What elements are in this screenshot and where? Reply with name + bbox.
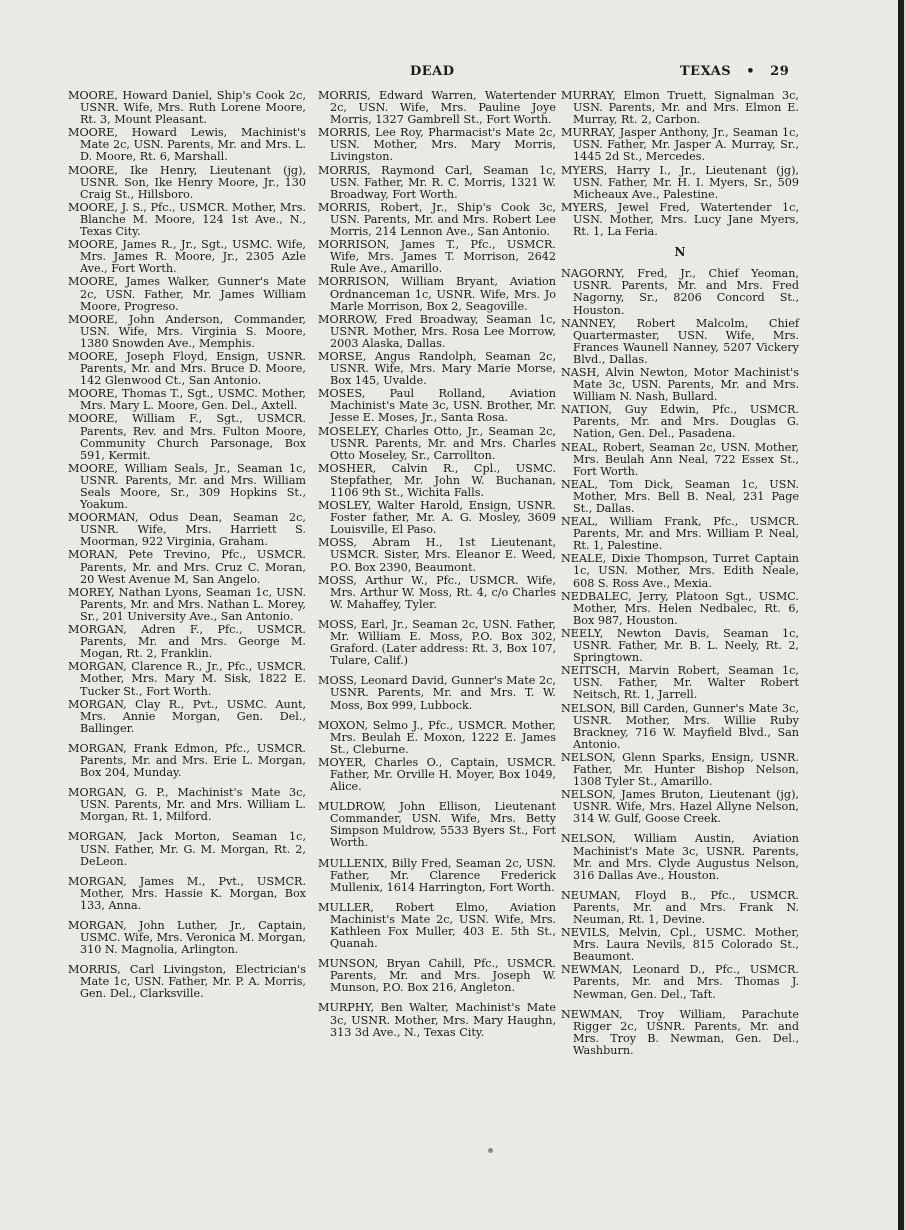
casualty-entry: NAGORNY, Fred, Jr., Chief Yeoman, USNR. Parents, Mr. and Mrs. Fred Nagorny, Sr., 8206 Concord St., Houston. [561, 267, 799, 317]
column-3-entries-n [561, 268, 799, 1057]
speck-mark [488, 1148, 493, 1153]
casualty-entry: NATION, Guy Edwin, Pfc., USMCR. Parents, Mr. and Mrs. Douglas G. Nation, Gen. Del., Pasadena. [561, 403, 799, 441]
casualty-entry: MORAN, Pete Trevino, Pfc., USMCR. Parents, Mr. and Mrs. Cruz C. Moran, 20 West Avenue M, San Angelo. [68, 548, 306, 586]
state-page-label [680, 64, 789, 79]
casualty-entry: NELSON, Glenn Sparks, Ensign, USNR. Father, Mr. Hunter Bishop Nelson, 1308 Tyler St., Amarillo. [561, 750, 799, 789]
casualty-entry: MOORE, James Walker, Gunner's Mate 2c, USN. Father, Mr. James William Moore, Progreso. [68, 275, 306, 313]
casualty-entry: MOREY, Nathan Lyons, Seaman 1c, USN. Parents, Mr. and Mrs. Nathan L. Morey, Sr., 201 University Ave., San Antonio. [68, 585, 306, 623]
casualty-entry: MURRAY, Jasper Anthony, Jr., Seaman 1c, USN. Father, Mr. Jasper A. Murray, Sr., 1445 2d St., Mercedes. [561, 126, 799, 164]
column-3 [561, 90, 799, 1058]
casualty-entry: MOSS, Earl, Jr., Seaman 2c, USN. Father, Mr. William E. Moss, P.O. Box 302, Graford. (Later address: Rt. 3, Box 107, Tulare, Calif.) [318, 617, 556, 668]
casualty-entry: NEUMAN, Floyd B., Pfc., USMCR. Parents, Mr. and Mrs. Frank N. Neuman, Rt. 1, Devine. [561, 888, 799, 926]
casualty-entry: MOSS, Abram H., 1st Lieutenant, USMCR. Sister, Mrs. Eleanor E. Weed, P.O. Box 2390, Beaumont. [318, 536, 556, 574]
casualty-entry: MORRISON, William Bryant, Aviation Ordnanceman 1c, USNR. Wife, Mrs. Jo Marle Morrison, Box 2, Seagoville. [318, 275, 556, 313]
casualty-entry: NEAL, William Frank, Pfc., USMCR. Parents, Mr. and Mrs. William P. Neal, Rt. 1, Palestine. [561, 515, 799, 553]
section-letter-n: N [674, 245, 686, 260]
casualty-entry: MOYER, Charles O., Captain, USMCR. Father, Mr. Orville H. Moyer, Box 1049, Alice. [318, 755, 556, 794]
casualty-entry: NELSON, Bill Carden, Gunner's Mate 3c, USNR. Mother, Mrs. Willie Ruby Brackney, 716 W. Mayfield Blvd., San Antonio. [561, 701, 799, 751]
casualty-entry: MORGAN, John Luther, Jr., Captain, USMC. Wife, Mrs. Veronica M. Morgan, 310 N. Magnolia, Arlington. [68, 919, 306, 957]
casualty-entry: NEDBALEC, Jerry, Platoon Sgt., USMC. Mother, Mrs. Helen Nedbalec, Rt. 6, Box 987, Houston. [561, 589, 799, 627]
casualty-entry: NEWMAN, Troy William, Parachute Rigger 2c, USNR. Parents, Mr. and Mrs. Troy B. Newman, Gen. Del., Washburn. [561, 1007, 799, 1057]
casualty-entry: MOORE, William Seals, Jr., Seaman 1c, USNR. Parents, Mr. and Mrs. William Seals Moore, Sr., 309 Hopkins St., Yoakum. [68, 461, 306, 512]
state-name: TEXAS [680, 64, 732, 79]
casualty-entry: MYERS, Jewel Fred, Watertender 1c, USN. Mother, Mrs. Lucy Jane Myers, Rt. 1, La Feria. [561, 200, 799, 239]
page-header [0, 62, 898, 82]
casualty-entry: NEITSCH, Marvin Robert, Seaman 1c, USN. Father, Mr. Walter Robert Neitsch, Rt. 1, Jarrell. [561, 664, 799, 702]
casualty-entry: MOORE, Howard Daniel, Ship's Cook 2c, USNR. Wife, Mrs. Ruth Lorene Moore, Rt. 3, Mount Pleasant. [68, 89, 306, 127]
casualty-entry: MOORE, William F., Sgt., USMCR. Parents, Rev. and Mrs. Fulton Moore, Community Church Parsonage, Box 591, Kermit. [68, 412, 306, 462]
casualty-entry: MOORE, Joseph Floyd, Ensign, USNR. Parents, Mr. and Mrs. Bruce D. Moore, 142 Glenwood Ct., San Antonio. [68, 349, 306, 388]
casualty-entry: MORRISON, James T., Pfc., USMCR. Wife, Mrs. James T. Morrison, 2642 Rule Ave., Amarillo. [318, 238, 556, 276]
casualty-entry: NASH, Alvin Newton, Motor Machinist's Mate 3c, USN. Parents, Mr. and Mrs. William N. Nash, Bullard. [561, 365, 799, 404]
section-title: DEAD [410, 64, 455, 79]
casualty-entry: NEALE, Dixie Thompson, Turret Captain 1c, USN. Mother, Mrs. Edith Neale, 608 S. Ross Ave., Mexia. [561, 552, 799, 590]
column-2 [318, 90, 556, 1040]
casualty-entry: MULDROW, John Ellison, Lieutenant Commander, USN. Wife, Mrs. Betty Simpson Muldrow, 5533 Byers St., Fort Worth. [318, 800, 556, 850]
casualty-entry: MORGAN, Frank Edmon, Pfc., USMCR. Parents, Mr. and Mrs. Erie L. Morgan, Box 204, Munday. [68, 741, 306, 780]
casualty-entry: NELSON, William Austin, Aviation Machinist's Mate 3c, USNR. Parents, Mr. and Mrs. Clyde Augustus Nelson, 316 Dallas Ave., Houston. [561, 832, 799, 882]
casualty-entry: MORRIS, Robert, Jr., Ship's Cook 3c, USN. Parents, Mr. and Mrs. Robert Lee Morris, 214 Lennon Ave., San Antonio. [318, 200, 556, 239]
casualty-entry: NANNEY, Robert Malcolm, Chief Quartermaster, USN. Wife, Mrs. Frances Waunell Nanney, 5207 Vickery Blvd., Dallas. [561, 316, 799, 366]
casualty-entry: MORSE, Angus Randolph, Seaman 2c, USNR. Wife, Mrs. Mary Marie Morse, Box 145, Uvalde. [318, 349, 556, 388]
casualty-entry: NEAL, Robert, Seaman 2c, USN. Mother, Mrs. Beulah Ann Neal, 722 Essex St., Fort Worth. [561, 440, 799, 478]
casualty-entry: NEAL, Tom Dick, Seaman 1c, USN. Mother, Mrs. Bell B. Neal, 231 Page St., Dallas. [561, 477, 799, 515]
casualty-entry: MORRIS, Raymond Carl, Seaman 1c, USN. Father, Mr. R. C. Morris, 1321 W. Broadway, Fort Worth. [318, 163, 556, 201]
casualty-entry: MOORE, Ike Henry, Lieutenant (jg), USNR. Son, Ike Henry Moore, Jr., 130 Craig St., Hillsboro. [68, 163, 306, 201]
casualty-entry: MOSS, Arthur W., Pfc., USMCR. Wife, Mrs. Arthur W. Moss, Rt. 4, c/o Charles W. Mahaffey, Tyler. [318, 573, 556, 611]
casualty-entry: MOSHER, Calvin R., Cpl., USMC. Stepfather, Mr. John W. Buchanan, 1106 9th St., Wichita Falls. [318, 461, 556, 499]
casualty-entry: MORGAN, James M., Pvt., USMCR. Mother, Mrs. Hassie K. Morgan, Box 133, Anna. [68, 874, 306, 912]
casualty-entry: MULLER, Robert Elmo, Aviation Machinist's Mate 2c, USN. Wife, Mrs. Kathleen Fox Muller, 403 E. 5th St., Quanah. [318, 900, 556, 951]
casualty-entry: MOSES, Paul Rolland, Aviation Machinist's Mate 3c, USN. Brother, Mr. Jesse E. Moses, Jr., Santa Rosa. [318, 387, 556, 425]
casualty-entry: MULLENIX, Billy Fred, Seaman 2c, USN. Father, Mr. Clarence Frederick Mullenix, 1614 Harrington, Fort Worth. [318, 856, 556, 894]
casualty-entry: MOSLEY, Walter Harold, Ensign, USNR. Foster father, Mr. A. G. Mosley, 3609 Louisville, El Paso. [318, 499, 556, 537]
casualty-entry: MOORE, Thomas T., Sgt., USMC. Mother, Mrs. Mary L. Moore, Gen. Del., Axtell. [68, 387, 306, 413]
casualty-entry: NEWMAN, Leonard D., Pfc., USMCR. Parents, Mr. and Mrs. Thomas J. Newman, Gen. Del., Taft. [561, 963, 799, 1001]
casualty-entry: MOORMAN, Odus Dean, Seaman 2c, USNR. Wife, Mrs. Harriett S. Moorman, 922 Virginia, Graham. [68, 511, 306, 549]
column-3-entries-m [561, 90, 799, 238]
casualty-entry: MOORE, J. S., Pfc., USMCR. Mother, Mrs. Blanche M. Moore, 124 1st Ave., N., Texas City. [68, 200, 306, 239]
column-1 [68, 90, 306, 1002]
casualty-entry: MORRIS, Edward Warren, Watertender 2c, USN. Wife, Mrs. Pauline Joye Morris, 1327 Gambrell St., Fort Worth. [318, 89, 556, 127]
casualty-entry: MORGAN, Clay R., Pvt., USMC. Aunt, Mrs. Annie Morgan, Gen. Del., Ballinger. [68, 697, 306, 735]
casualty-entry: MUNSON, Bryan Cahill, Pfc., USMCR. Parents, Mr. and Mrs. Joseph W. Munson, P.O. Box 216, Angleton. [318, 957, 556, 995]
casualty-entry: NEVILS, Melvin, Cpl., USMC. Mother, Mrs. Laura Nevils, 815 Colorado St., Beaumont. [561, 926, 799, 964]
casualty-entry: NELSON, James Bruton, Lieutenant (jg), USNR. Wife, Mrs. Hazel Allyne Nelson, 314 W. Gulf, Goose Creek. [561, 788, 799, 826]
casualty-entry: MOXON, Selmo J., Pfc., USMCR. Mother, Mrs. Beulah E. Moxon, 1222 E. James St., Cleburne. [318, 718, 556, 756]
casualty-entry: MORGAN, G. P., Machinist's Mate 3c, USN. Parents, Mr. and Mrs. William L. Morgan, Rt. 1, Milford. [68, 786, 306, 824]
casualty-entry: MOORE, Howard Lewis, Machinist's Mate 2c, USN. Parents, Mr. and Mrs. L. D. Moore, Rt. 6, Marshall. [68, 126, 306, 164]
casualty-entry: MORRIS, Carl Livingston, Electrician's Mate 1c, USN. Father, Mr. P. A. Morris, Gen. Del., Clarksville. [68, 963, 306, 1001]
casualty-entry: NEELY, Newton Davis, Seaman 1c, USNR. Father, Mr. B. L. Neely, Rt. 2, Springtown. [561, 626, 799, 665]
casualty-entry: MORROW, Fred Broadway, Seaman 1c, USNR. Mother, Mrs. Rosa Lee Morrow, 2003 Alaska, Dallas. [318, 312, 556, 350]
casualty-entry: MOORE, John Anderson, Commander, USN. Wife, Mrs. Virginia S. Moore, 1380 Snowden Ave., Memphis. [68, 312, 306, 350]
casualty-entry: MORGAN, Adren F., Pfc., USMCR. Parents, Mr. and Mrs. George M. Mogan, Rt. 2, Franklin. [68, 623, 306, 661]
casualty-entry: MORRIS, Lee Roy, Pharmacist's Mate 2c, USN. Mother, Mrs. Mary Morris, Livingston. [318, 126, 556, 164]
casualty-entry: MOORE, James R., Jr., Sgt., USMC. Wife, Mrs. James R. Moore, Jr., 2305 Azle Ave., Fort Worth. [68, 238, 306, 276]
casualty-entry: MURPHY, Ben Walter, Machinist's Mate 3c, USNR. Mother, Mrs. Mary Haughn, 313 3d Ave., N., Texas City. [318, 1001, 556, 1039]
casualty-entry: MOSELEY, Charles Otto, Jr., Seaman 2c, USNR. Parents, Mr. and Mrs. Charles Otto Moseley, Sr., Carrollton. [318, 424, 556, 462]
casualty-entry: MYERS, Harry I., Jr., Lieutenant (jg), USN. Father, Mr. H. I. Myers, Sr., 509 Micheaux Ave., Palestine. [561, 163, 799, 201]
bullet-icon: • [746, 64, 756, 79]
casualty-entry: MOSS, Leonard David, Gunner's Mate 2c, USNR. Parents, Mr. and Mrs. T. W. Moss, Box 999, Lubbock. [318, 674, 556, 712]
casualty-entry: MURRAY, Elmon Truett, Signalman 3c, USN. Parents, Mr. and Mrs. Elmon E. Murray, Rt. 2, Carbon. [561, 89, 799, 127]
casualty-entry: MORGAN, Clarence R., Jr., Pfc., USMCR. Mother, Mrs. Mary M. Sisk, 1822 E. Tucker St., Fort Worth. [68, 660, 306, 698]
page-number: 29 [770, 64, 790, 79]
casualty-entry: MORGAN, Jack Morton, Seaman 1c, USN. Father, Mr. G. M. Morgan, Rt. 2, DeLeon. [68, 830, 306, 868]
